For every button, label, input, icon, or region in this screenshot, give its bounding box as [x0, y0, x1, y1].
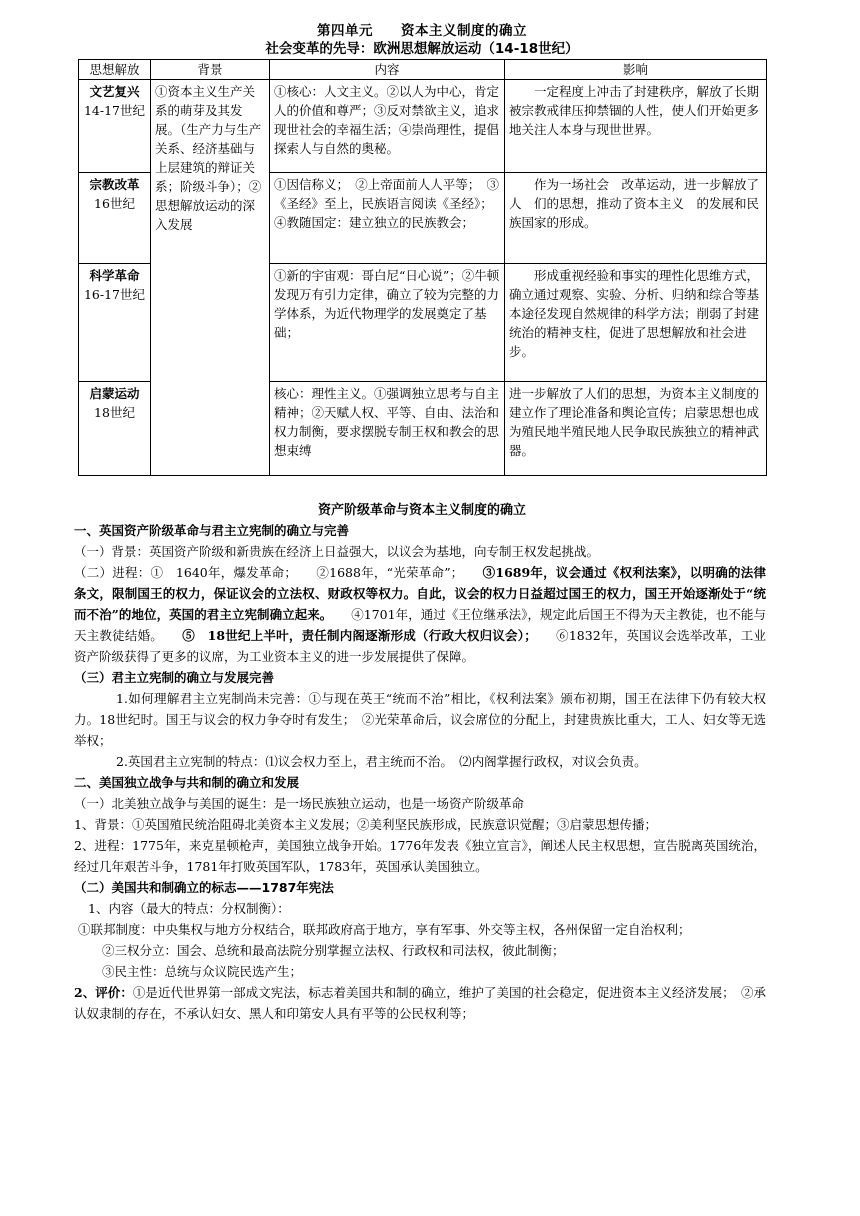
paragraph-content: 1、内容（最大的特点：分权制衡）： [88, 901, 290, 916]
process-text-cabinet: ⑤ 18世纪上半叶，责任制内阁逐渐形成（行政大权归议会）； [182, 628, 531, 643]
movement-period: 18世纪 [94, 405, 135, 420]
section-body [74, 520, 766, 1024]
process-text-1: （二）进程：① 1640年，爆发革命； ②1688年，“光荣革命”； [74, 565, 483, 580]
paragraph-independence: （一）北美独立战争与美国的诞生：是一场民族独立运动，也是一场资产阶级革命 [74, 796, 525, 811]
content-cell: ①核心：人文主义。②以人为中心，肯定人的价值和尊严；③反对禁欲主义，追求现世社会的幸福生活；④崇尚理性，提倡探索人与自然的奥秘。 [270, 80, 505, 173]
paragraph-us-process: 2、进程：1775年，来克星顿枪声，美国独立战争开始。1776年发表《独立宣言》，阐述人民主权思想，宣告脱离英国统治，经过几年艰苦斗争，1781年打败英国军队，1783年，英国承认美国独立。 [74, 838, 766, 874]
movement-name: 科学革命 [89, 268, 140, 283]
paragraph-process [74, 562, 766, 667]
header-cell: 影响 [505, 60, 767, 80]
process-text-bill-of-rights: ③1689年，议会通过《权利法案》，以明确的法律条文，限制国王的权力，保证议会的立法权、财政权等权力。自此，议会的权力日益超过国王的权力，国王开始逐渐处于“统而不治”的地位，英国的君主立宪制确立起来。 [74, 565, 767, 622]
section-title: 资产阶级革命与资本主义制度的确立 [317, 503, 526, 518]
movement-name: 文艺复兴 [89, 84, 140, 99]
header-cell: 背景 [151, 60, 270, 80]
paragraph-features: 2.英国君主立宪制的特点：⑴议会权力至上，君主统而不治。 ⑵内阁掌握行政权，对议会负责。 [116, 754, 647, 769]
paragraph-us-background: 1、背景：①英国殖民统治阻碍北美资本主义发展；②美利坚民族形成，民族意识觉醒；③启蒙思想传播； [74, 817, 657, 832]
paragraph-incomplete: 1.如何理解君主立宪制尚未完善：①与现在英王“统而不治”相比，《权利法案》颁布初期，国王在法律下仍有较大权力。18世纪时。国王与议会的权力争夺时有发生； ②光荣革命后，议会席位的分配上，封建贵族比重大，工人、妇女等无选举权； [74, 691, 766, 748]
paragraph-federalism: ①联邦制度：中央集权与地方分权结合，联邦政府高于地方，享有军事、外交等主权，各州保留一定自治权利； [78, 922, 691, 937]
table-row [79, 80, 767, 173]
paragraph-background: （一）背景：英国资产阶级和新贵族在经济上日益强大，以议会为基地，向专制王权发起挑战。 [74, 544, 600, 559]
movement-period: 14-17世纪 [83, 103, 146, 118]
movement-name-cell [79, 264, 151, 382]
heading-england: 一、英国资产阶级革命与君主立宪制的确立与完善 [74, 523, 350, 538]
document-page [74, 22, 767, 1024]
process-text-reform: ⑥1832年，英国议会选举改革，工业资产阶级获得了更多的议席，为工业资本主义的进一步发展提供了保障。 [74, 628, 766, 664]
paragraph-separation-of-powers: ②三权分立：国会、总统和最高法院分别掌握立法权、行政权和司法权，彼此制衡； [102, 943, 565, 958]
effect-cell: 进一步解放了人们的思想，为资本主义制度的建立作了理论准备和舆论宣传；启蒙思想也成为殖民地半殖民地人民争取民族独立的精神武器。 [505, 382, 767, 476]
movement-period: 16-17世纪 [83, 287, 146, 302]
evaluation-label: 2、评价： [74, 985, 133, 1000]
movement-name: 启蒙运动 [89, 386, 140, 401]
heading-constitutional-monarchy: （三）君主立宪制的确立与发展完善 [74, 670, 275, 685]
evaluation-text: ①是近代世界第一部成文宪法，标志着美国共和制的确立，维护了美国的社会稳定，促进资本主义经济发展； ②承认奴隶制的存在，不承认妇女、黑人和印第安人具有平等的公民权利等； [74, 985, 766, 1021]
content-cell: ①新的宇宙观：哥白尼“日心说”；②牛顿发现万有引力定律，确立了较为完整的力学体系，为近代物理学的发展奠定了基础； [270, 264, 505, 382]
movement-period: 16世纪 [94, 196, 135, 211]
thought-liberation-table [78, 59, 767, 476]
heading-1787-constitution: （二）美国共和制确立的标志——1787年宪法 [74, 880, 334, 895]
movement-name-cell [79, 80, 151, 173]
content-cell: 核心：理性主义。①强调独立思考与自主精神；②天赋人权、平等、自由、法治和权力制衡，要求摆脱专制王权和教会的思想束缚 [270, 382, 505, 476]
effect-cell: 一定程度上冲击了封建秩序，解放了长期被宗教戒律压抑禁锢的人性，使人们开始更多地关注人本身与现世世界。 [505, 80, 767, 173]
background-cell: ①资本主义生产关系的萌芽及其发展。（生产力与生产关系、经济基础与上层建筑的辩证关系；阶级斗争）；②思想解放运动的深入发展 [151, 80, 270, 476]
unit-title: 第四单元 资本主义制度的确立 [317, 23, 527, 39]
effect-cell: 作为一场社会 改革运动，进一步解放了人 们的思想，推动了资本主义 的发展和民族国家的形成。 [505, 173, 767, 264]
paragraph-evaluation [74, 982, 766, 1024]
table-title: 社会变革的先导：欧洲思想解放运动（14-18世纪） [265, 41, 579, 57]
movement-name-cell [79, 382, 151, 476]
movement-name: 宗教改革 [89, 177, 140, 192]
process-text-succession: ④1701年，通过《王位继承法》，规定此后国王不得为天主教徒，也不能与天主教徒结婚。 [74, 607, 766, 643]
header-cell: 内容 [270, 60, 505, 80]
heading-america: 二、美国独立战争与共和制的确立和发展 [74, 775, 300, 790]
effect-cell: 形成重视经验和事实的理性化思维方式，确立通过观察、实验、分析、归纳和综合等基本途径发现自然规律的科学方法；削弱了封建统治的精神支柱，促进了思想解放和社会进步。 [505, 264, 767, 382]
paragraph-democracy: ③民主性：总统与众议院民选产生； [102, 964, 303, 979]
header-cell: 思想解放 [79, 60, 151, 80]
movement-name-cell [79, 173, 151, 264]
content-cell: ①因信称义； ②上帝面前人人平等； ③《圣经》至上，民族语言阅读《圣经》； ④教随国定：建立独立的民族教会； [270, 173, 505, 264]
table-header-row [79, 60, 767, 80]
